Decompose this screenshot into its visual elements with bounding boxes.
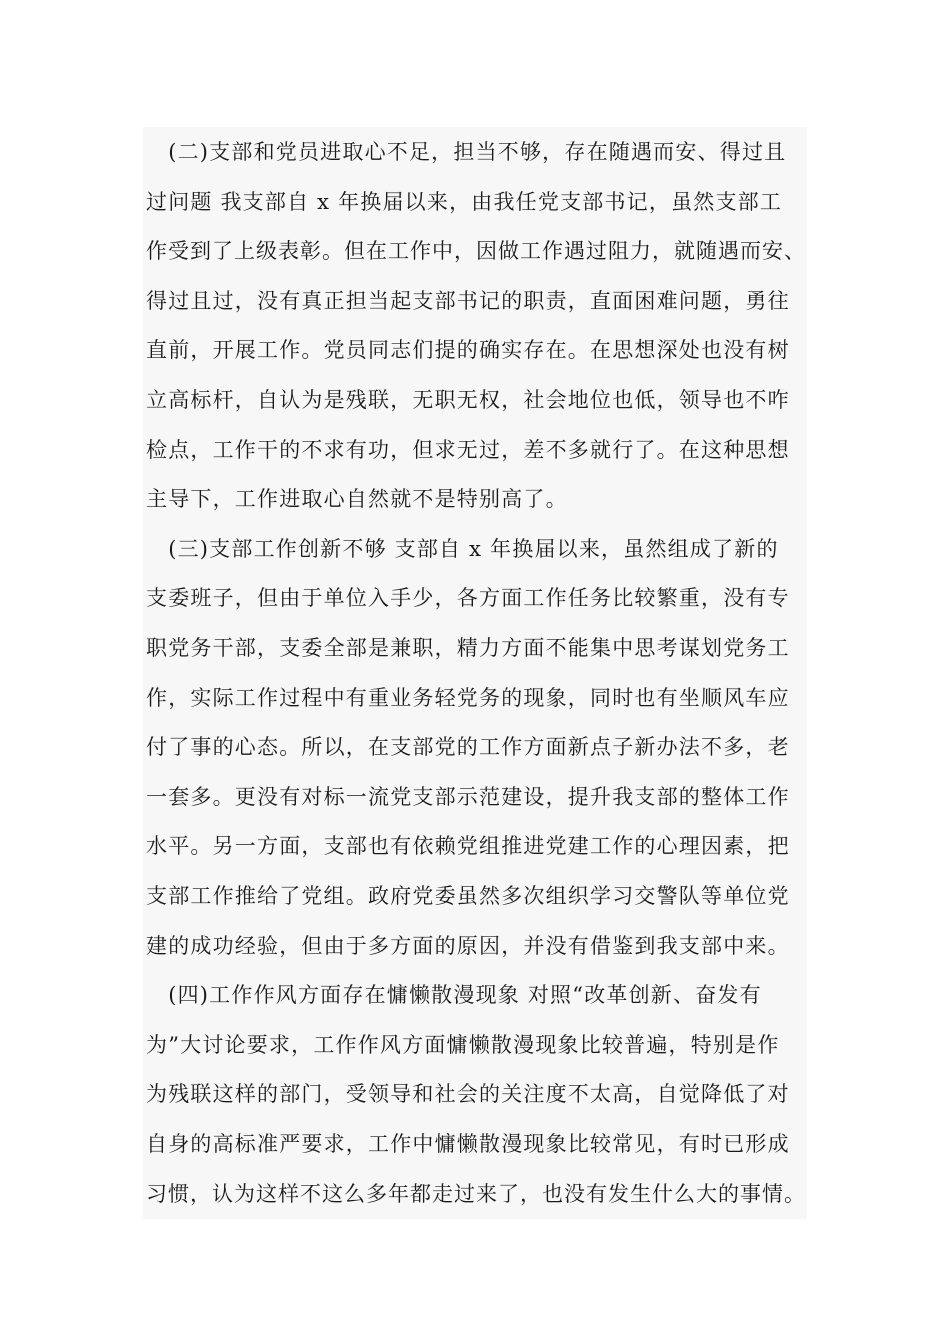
text-line: 主导下，工作进取心自然就不是特别高了。 [146,487,568,512]
text-line: 作，实际工作过程中有重业务轻党务的现象，同时也有坐顺风车应 [146,685,790,710]
text-line: 自身的高标准严要求，工作中慵懒散漫现象比较常见，有时已形成 [146,1132,790,1156]
text-line: 付了事的心态。所以，在支部党的工作方面新点子新办法不多，老 [146,735,790,760]
text-line: 支部工作推给了党组。政府党委虽然多次组织学习交警队等单位党 [146,884,790,908]
text-line: 习惯，认为这样不这么多年都走过来了，也没有发生什么大的事情。 [146,1181,806,1206]
text-line: 直前，开展工作。党员同志们提的确实存在。在思想深处也没有树 [146,338,790,363]
text-line: (四)工作作风方面存在慵懒散漫现象 对照“改革创新、奋发有 [146,983,762,1008]
text-line: (二)支部和党员进取心不足，担当不够，存在随遇而安、得过且 [146,140,787,164]
text-line: 水平。另一方面，支部也有依赖党组推进党建工作的心理因素，把 [146,834,790,859]
text-line: 得过且过，没有真正担当起支部书记的职责，直面困难问题，勇往 [146,288,790,313]
text-line: 过问题 我支部自 x 年换届以来，由我任党支部书记，虽然支部工 [146,189,783,214]
text-line: 作受到了上级表彰。但在工作中，因做工作遇过阻力，就随遇而安、 [146,239,806,264]
document-body [143,127,807,1219]
text-line: 支委班子，但由于单位入手少，各方面工作任务比较繁重，没有专 [146,586,790,611]
text-line: 一套多。更没有对标一流党支部示范建设，提升我支部的整体工作 [146,784,790,809]
text-line: 立高标杆，自认为是残联，无职无权，社会地位也低，领导也不咋 [146,388,790,412]
text-line: 为”大讨论要求，工作作风方面慵懒散漫现象比较普遍，特别是作 [146,1032,780,1057]
text-line: (三)支部工作创新不够 支部自 x 年换届以来，虽然组成了新的 [146,536,779,561]
text-line: 建的成功经验，但由于多方面的原因，并没有借鉴到我支部中来。 [146,933,790,958]
text-line: 检点，工作干的不求有功，但求无过，差不多就行了。在这种思想 [146,437,790,462]
text-line: 为残联这样的部门，受领导和社会的关注度不太高，自觉降低了对 [146,1082,790,1107]
text-line: 职党务干部，支委全部是兼职，精力方面不能集中思考谋划党务工 [146,636,790,660]
